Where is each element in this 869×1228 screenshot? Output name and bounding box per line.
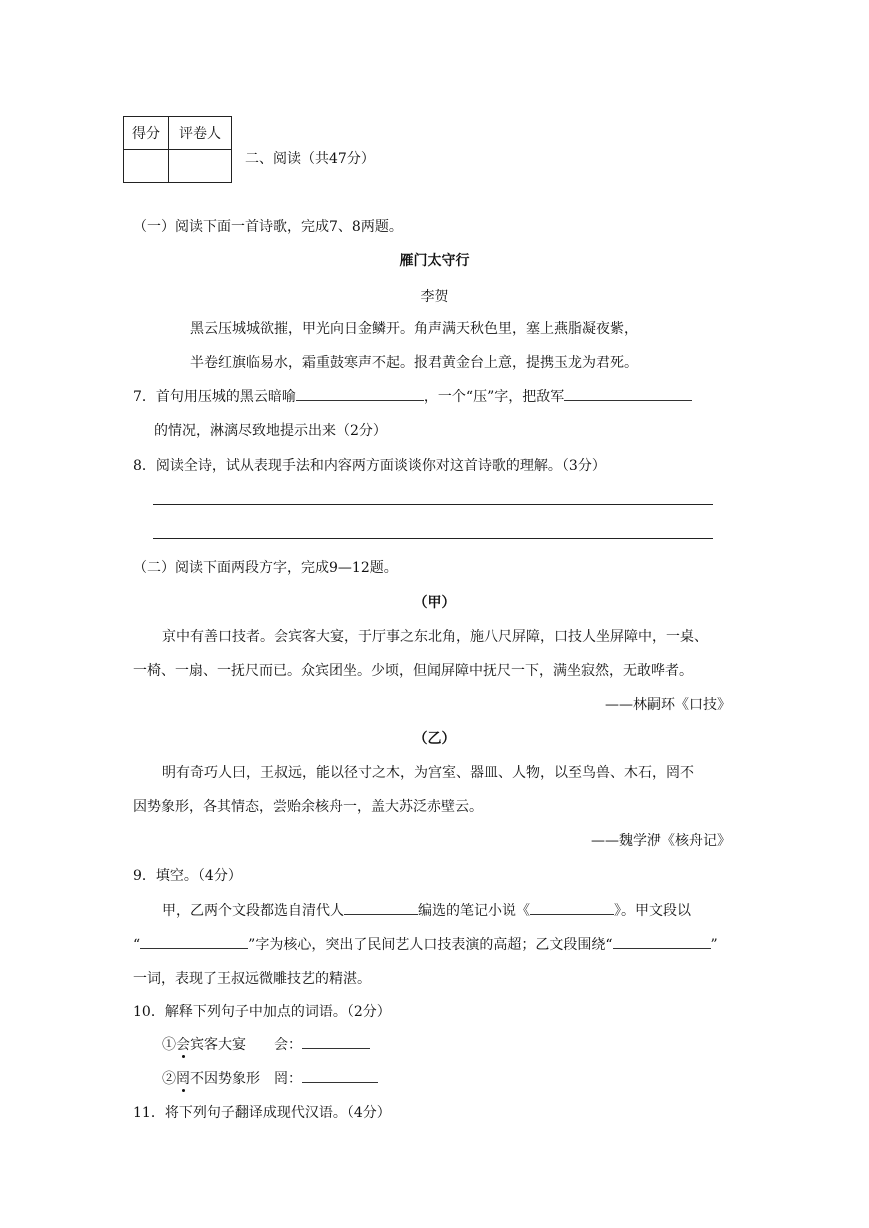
q10-blank-1[interactable]: [302, 1034, 370, 1049]
q10-item-2: [162, 1068, 378, 1088]
item-number: ②: [162, 1071, 176, 1087]
grader-cell[interactable]: [169, 150, 232, 183]
poem-line: 黑云压城城欲摧，甲光向日金鳞开。角声满天秋色里，塞上燕脂凝夜紫，: [190, 321, 638, 337]
poem-author: 李贺: [420, 289, 449, 305]
q9-line-3: 一词，表现了王叔远微雕技艺的精湛。: [133, 971, 371, 987]
q9-blank-author[interactable]: [344, 900, 418, 915]
question-11-title: 11．将下列句子翻译成现代汉语。（4分）: [133, 1105, 391, 1121]
q10-blank-2[interactable]: [302, 1068, 378, 1083]
q7-blank-2[interactable]: [564, 386, 692, 401]
q9-text: 》。甲文段以: [614, 903, 691, 919]
score-table: [123, 116, 232, 183]
question-10-title: 10．解释下列句子中加点的词语。（2分）: [133, 1004, 391, 1020]
item-label: 会：: [274, 1037, 302, 1053]
q7-text-a: 7．首句用压城的黑云暗喻: [133, 389, 296, 405]
answer-line[interactable]: [153, 538, 713, 539]
part2-intro: （二）阅读下面两段方字，完成9—12题。: [133, 560, 398, 576]
passage-jia-line: 京中有善口技者。会宾客大宴，于厅事之东北角，施八尺屏障，口技人坐屏障中，一桌、: [162, 629, 708, 645]
item-label: 罔：: [274, 1071, 302, 1087]
passage-yi-source: ——魏学洢《核舟记》: [591, 833, 731, 849]
section-title: 二、阅读（共47分）: [245, 151, 375, 167]
grader-header: 评卷人: [169, 117, 232, 150]
q9-text: ”字为核心，突出了民间艺人口技表演的高超；乙文段围绕“: [248, 937, 613, 953]
q7-text-c: 的情况，淋漓尽致地提示出来（2分）: [154, 423, 387, 439]
dotted-word: 会: [176, 1037, 190, 1053]
q9-text: 甲，乙两个文段都选自清代人: [162, 903, 344, 919]
dotted-word: 罔: [176, 1071, 190, 1087]
q9-line-2: [133, 934, 718, 954]
passage-yi-title: （乙）: [413, 731, 456, 747]
poem-title: 雁门太守行: [399, 253, 470, 269]
q9-text: 编选的笔记小说《: [418, 903, 530, 919]
q9-blank-key-word[interactable]: [613, 934, 711, 949]
q9-text: “: [133, 937, 141, 953]
poem-line: 半卷红旗临易水，霜重鼓寒声不起。报君黄金台上意，提携玉龙为君死。: [190, 355, 638, 371]
passage-jia-source: ——林嗣环《口技》: [605, 697, 731, 713]
score-header: 得分: [124, 117, 169, 150]
passage-yi-line: 因势象形，各其情态，尝贻余核舟一，盖大苏泛赤壁云。: [133, 799, 483, 815]
passage-yi-line: 明有奇巧人曰，王叔远，能以径寸之木，为宫室、器皿、人物，以至鸟兽、木石，罔不: [162, 765, 694, 781]
item-number: ①: [162, 1037, 176, 1053]
q7-blank-1[interactable]: [296, 386, 424, 401]
item-text: 不因势象形: [190, 1071, 260, 1087]
score-cell[interactable]: [124, 150, 169, 183]
item-text: 宾客大宴: [190, 1037, 246, 1053]
part1-intro: （一）阅读下面一首诗歌，完成7、8两题。: [133, 219, 403, 235]
question-7: [133, 386, 692, 406]
question-9-title: 9．填空。（4分）: [133, 868, 242, 884]
q9-line-1: [162, 900, 691, 920]
q9-text: ”: [710, 937, 718, 953]
passage-jia-title: （甲）: [413, 595, 456, 611]
passage-jia-line: 一椅、一扇、一抚尺而已。众宾团坐。少顷，但闻屏障中抚尺一下，满坐寂然，无敢哗者。: [133, 663, 693, 679]
q9-blank-core-word[interactable]: [140, 934, 248, 949]
answer-line[interactable]: [153, 504, 713, 505]
q9-blank-book[interactable]: [530, 900, 614, 915]
q7-text-b: ，一个“压”字，把敌军: [423, 389, 565, 405]
question-8: 8．阅读全诗，试从表现手法和内容两方面谈谈你对这首诗歌的理解。（3分）: [133, 458, 606, 474]
q10-item-1: [162, 1034, 370, 1054]
